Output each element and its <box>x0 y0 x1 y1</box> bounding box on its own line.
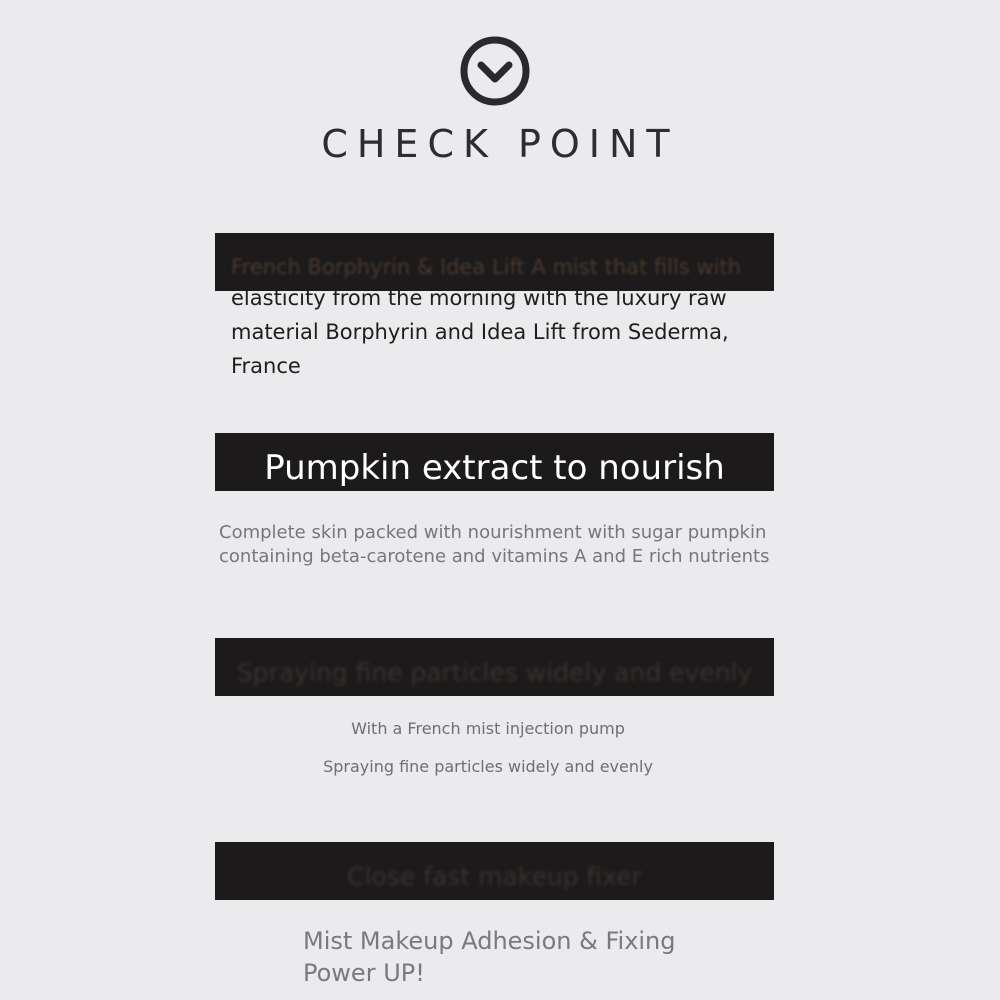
section-3-description-line-1: With a French mist injection pump <box>351 719 625 738</box>
section-bar-3-text: Spraying fine particles widely and evenly <box>236 657 753 687</box>
section-bar-2 <box>215 433 774 491</box>
check-circle-icon <box>459 35 531 107</box>
section-bar-3 <box>215 638 774 696</box>
section-bar-4-text: Close fast makeup fixer <box>347 861 642 891</box>
section-1-description: elasticity from the morning with the luxury raw material Borphyrin and Idea Lift from Sederma, France <box>231 286 729 378</box>
brand-title: CHECK POINT <box>321 122 679 166</box>
section-4-description: Mist Makeup Adhesion & Fixing Power UP! <box>303 927 676 987</box>
section-bar-4 <box>215 842 774 900</box>
section-bar-1-text: French Borphyrin & Idea Lift A mist that fills with <box>231 255 741 279</box>
section-3-description-line-2: Spraying fine particles widely and evenly <box>323 757 653 776</box>
section-2-description: Complete skin packed with nourishment with sugar pumpkin containing beta-carotene and vitamins A and E rich nutrients <box>219 522 770 567</box>
section-bar-2-text: Pumpkin extract to nourish <box>264 448 725 488</box>
